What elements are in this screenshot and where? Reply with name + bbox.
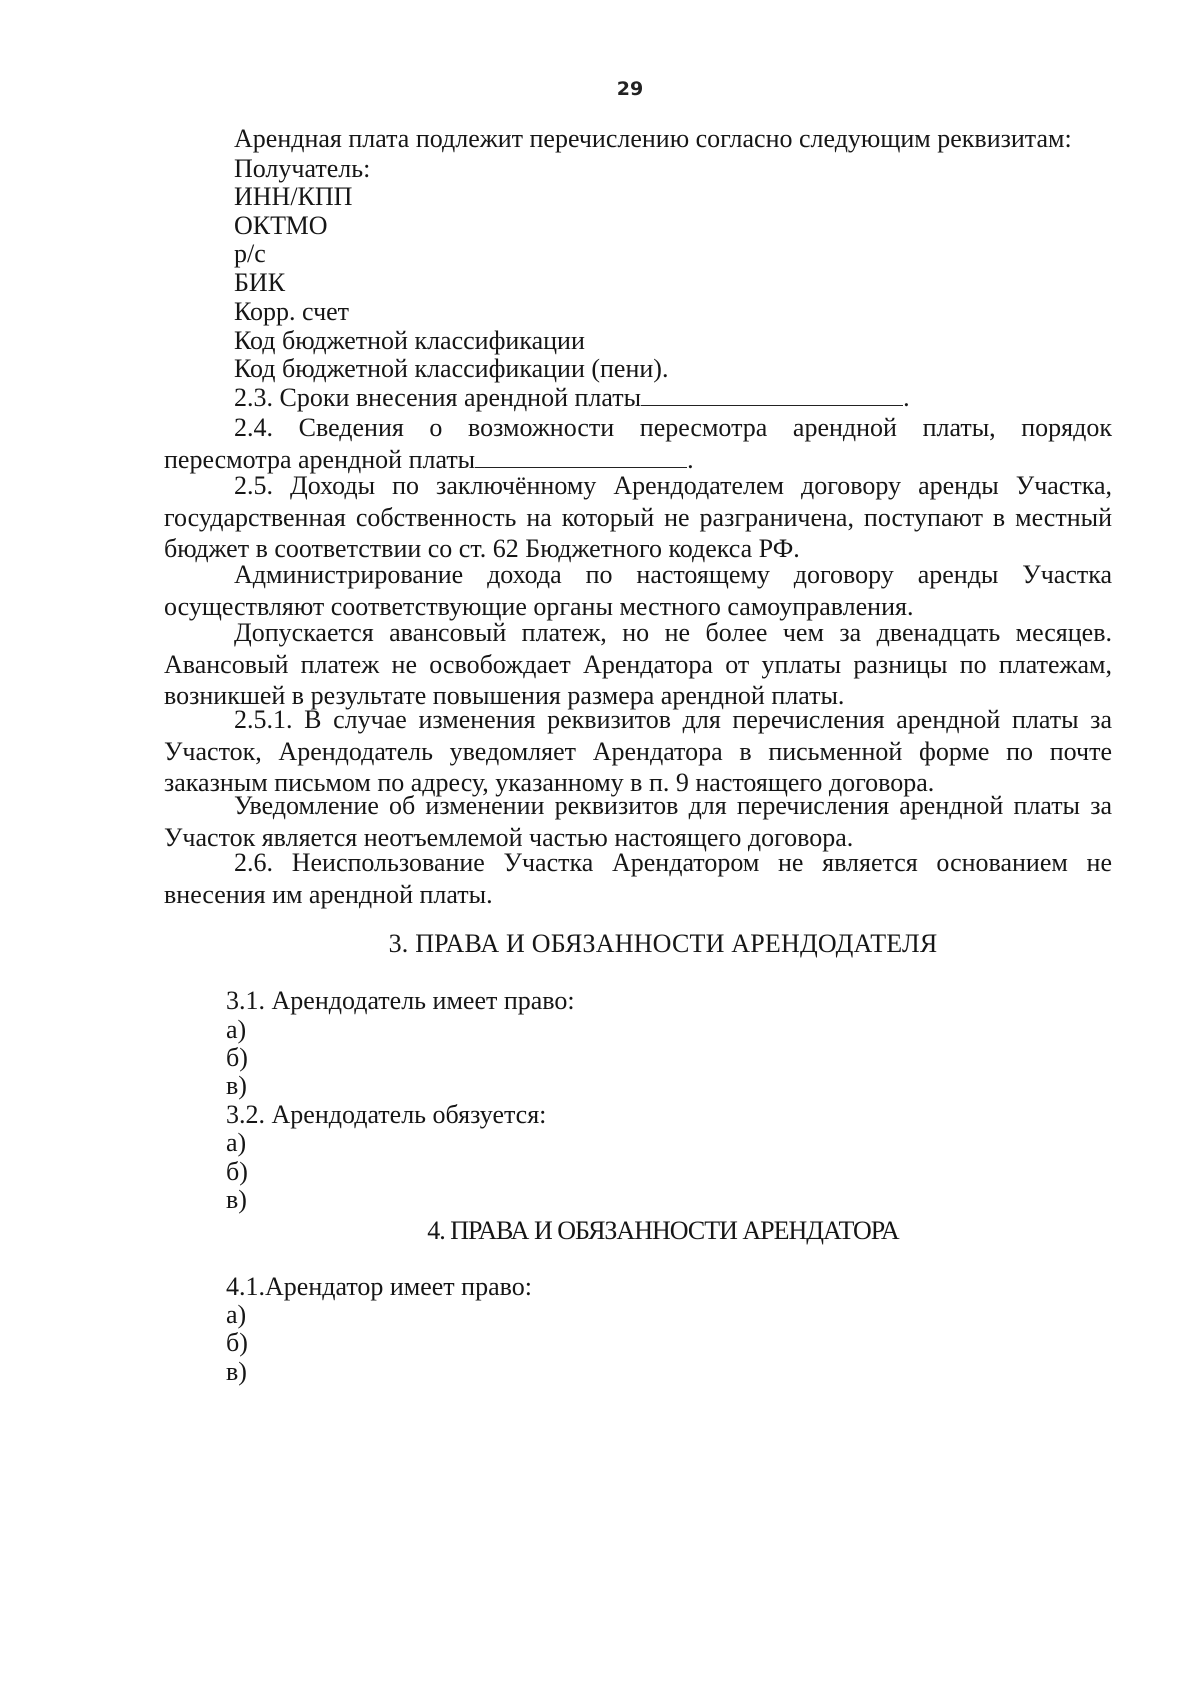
corr-account-label: Корр. счет — [234, 297, 350, 326]
clause-2-5: 2.5. Доходы по заключённому Арендодателем договору аренды Участка, государственная собственность на который не разграничена, поступают в местный бюджет в соответствии со ст. 62 Бюджетного кодекса РФ. — [164, 471, 1112, 563]
section-3-rights-heading: 3.1. Арендодатель имеет право: — [226, 986, 575, 1015]
section-3-title: 3. ПРАВА И ОБЯЗАННОСТИ АРЕНДОДАТЕЛЯ — [388, 929, 938, 958]
section-4-title: 4. ПРАВА И ОБЯЗАННОСТИ АРЕНДАТОРА — [427, 1216, 899, 1245]
list-item: б) — [226, 1157, 248, 1186]
requisites-intro: Арендная плата подлежит перечислению согласно следующим реквизитам: — [234, 124, 1072, 153]
inn-kpp-label: ИНН/КПП — [234, 182, 353, 211]
clause-2-4 — [164, 412, 1112, 475]
account-label: р/с — [234, 239, 266, 268]
clause-2-4-end: . — [687, 444, 694, 474]
recipient-label: Получатель: — [234, 154, 371, 183]
clause-2-6: 2.6. Неиспользование Участка Арендатором не является основанием не внесения им арендной платы. — [164, 848, 1112, 909]
section-3-duties-heading: 3.2. Арендодатель обязуется: — [226, 1100, 547, 1129]
clause-2-5-1: 2.5.1. В случае изменения реквизитов для перечисления арендной платы за Участок, Арендодатель уведомляет Арендатора в письменной форме по почте заказным письмом по адресу, указанному в п. 9 настоящего договора. — [164, 705, 1112, 797]
list-item: в) — [226, 1071, 247, 1100]
clause-2-3-end: . — [903, 383, 910, 412]
list-item: а) — [226, 1015, 247, 1044]
kbk-penalty-label: Код бюджетной классификации (пени). — [234, 354, 669, 383]
clause-2-3 — [234, 383, 910, 413]
bik-label: БИК — [234, 268, 286, 297]
list-item: в) — [226, 1357, 247, 1386]
list-item: а) — [226, 1128, 247, 1157]
blank-line — [475, 445, 687, 468]
oktmo-label: ОКТМО — [234, 211, 328, 240]
section-4-rights-heading: 4.1.Арендатор имеет право: — [226, 1272, 532, 1301]
list-item: б) — [226, 1043, 248, 1072]
clause-notice: Уведомление об изменении реквизитов для перечисления арендной платы за Участок является неотъемлемой частью настоящего договора. — [164, 791, 1112, 852]
kbk-label: Код бюджетной классификации — [234, 326, 585, 355]
clause-advance: Допускается авансовый платеж, но не более чем за двенадцать месяцев. Авансовый платеж не освобождает Арендатора от уплаты разницы по платежам, возникшей в результате повышения размера арендной платы. — [164, 618, 1112, 710]
list-item: в) — [226, 1185, 247, 1214]
blank-line — [641, 383, 903, 406]
clause-2-3-text: 2.3. Сроки внесения арендной платы — [234, 383, 642, 412]
clause-2-4-text: 2.4. Сведения о возможности пересмотра арендной платы, порядок пересмотра арендной платы — [164, 413, 1112, 474]
list-item: б) — [226, 1328, 248, 1357]
list-item: а) — [226, 1300, 247, 1329]
clause-admin: Администрирование дохода по настоящему договору аренды Участка осуществляют соответствующие органы местного самоуправления. — [164, 560, 1112, 621]
page-number: 29 — [616, 78, 644, 100]
